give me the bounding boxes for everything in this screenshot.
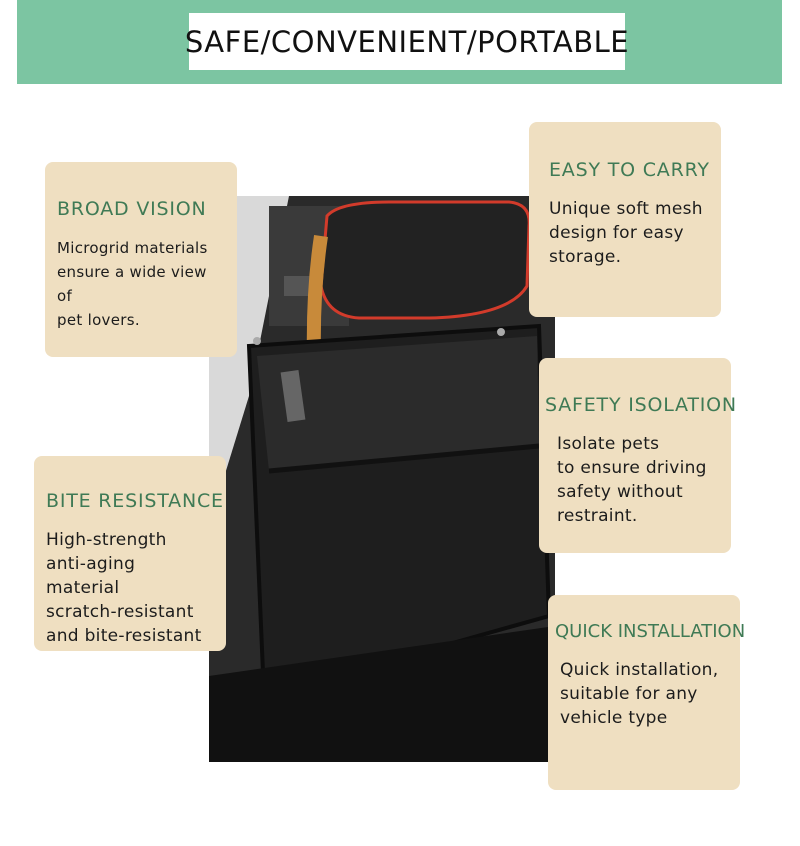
- feature-title: BITE RESISTANCE: [46, 490, 224, 512]
- product-photo: [209, 196, 555, 762]
- feature-description: Quick installation, suitable for any vehicle type: [560, 660, 719, 728]
- car-seat-photo-illustration: [209, 196, 555, 762]
- banner-title: SAFE/CONVENIENT/PORTABLE: [184, 24, 630, 59]
- feature-title: EASY TO CARRY: [549, 159, 710, 181]
- feature-title: QUICK INSTALLATION: [555, 621, 746, 642]
- feature-card-easy-to-carry: [529, 122, 721, 317]
- feature-description: Unique soft mesh design for easy storage.: [549, 199, 703, 267]
- feature-card-quick-installation: [548, 595, 746, 790]
- feature-description: High-strength anti-aging material scratch-resistant and bite-resistant: [46, 530, 202, 646]
- top-banner: [17, 0, 782, 84]
- feature-card-safety-isolation: [539, 358, 737, 553]
- feature-description: Microgrid materials ensure a wide view of pet lovers.: [57, 239, 208, 329]
- banner-title-box: [184, 13, 630, 70]
- feature-title: BROAD VISION: [57, 198, 207, 220]
- feature-card-bite-resistance: [34, 456, 226, 651]
- feature-description: Isolate pets to ensure driving safety without restraint.: [557, 434, 707, 526]
- feature-title: SAFETY ISOLATION: [545, 394, 737, 416]
- feature-card-broad-vision: [45, 162, 237, 357]
